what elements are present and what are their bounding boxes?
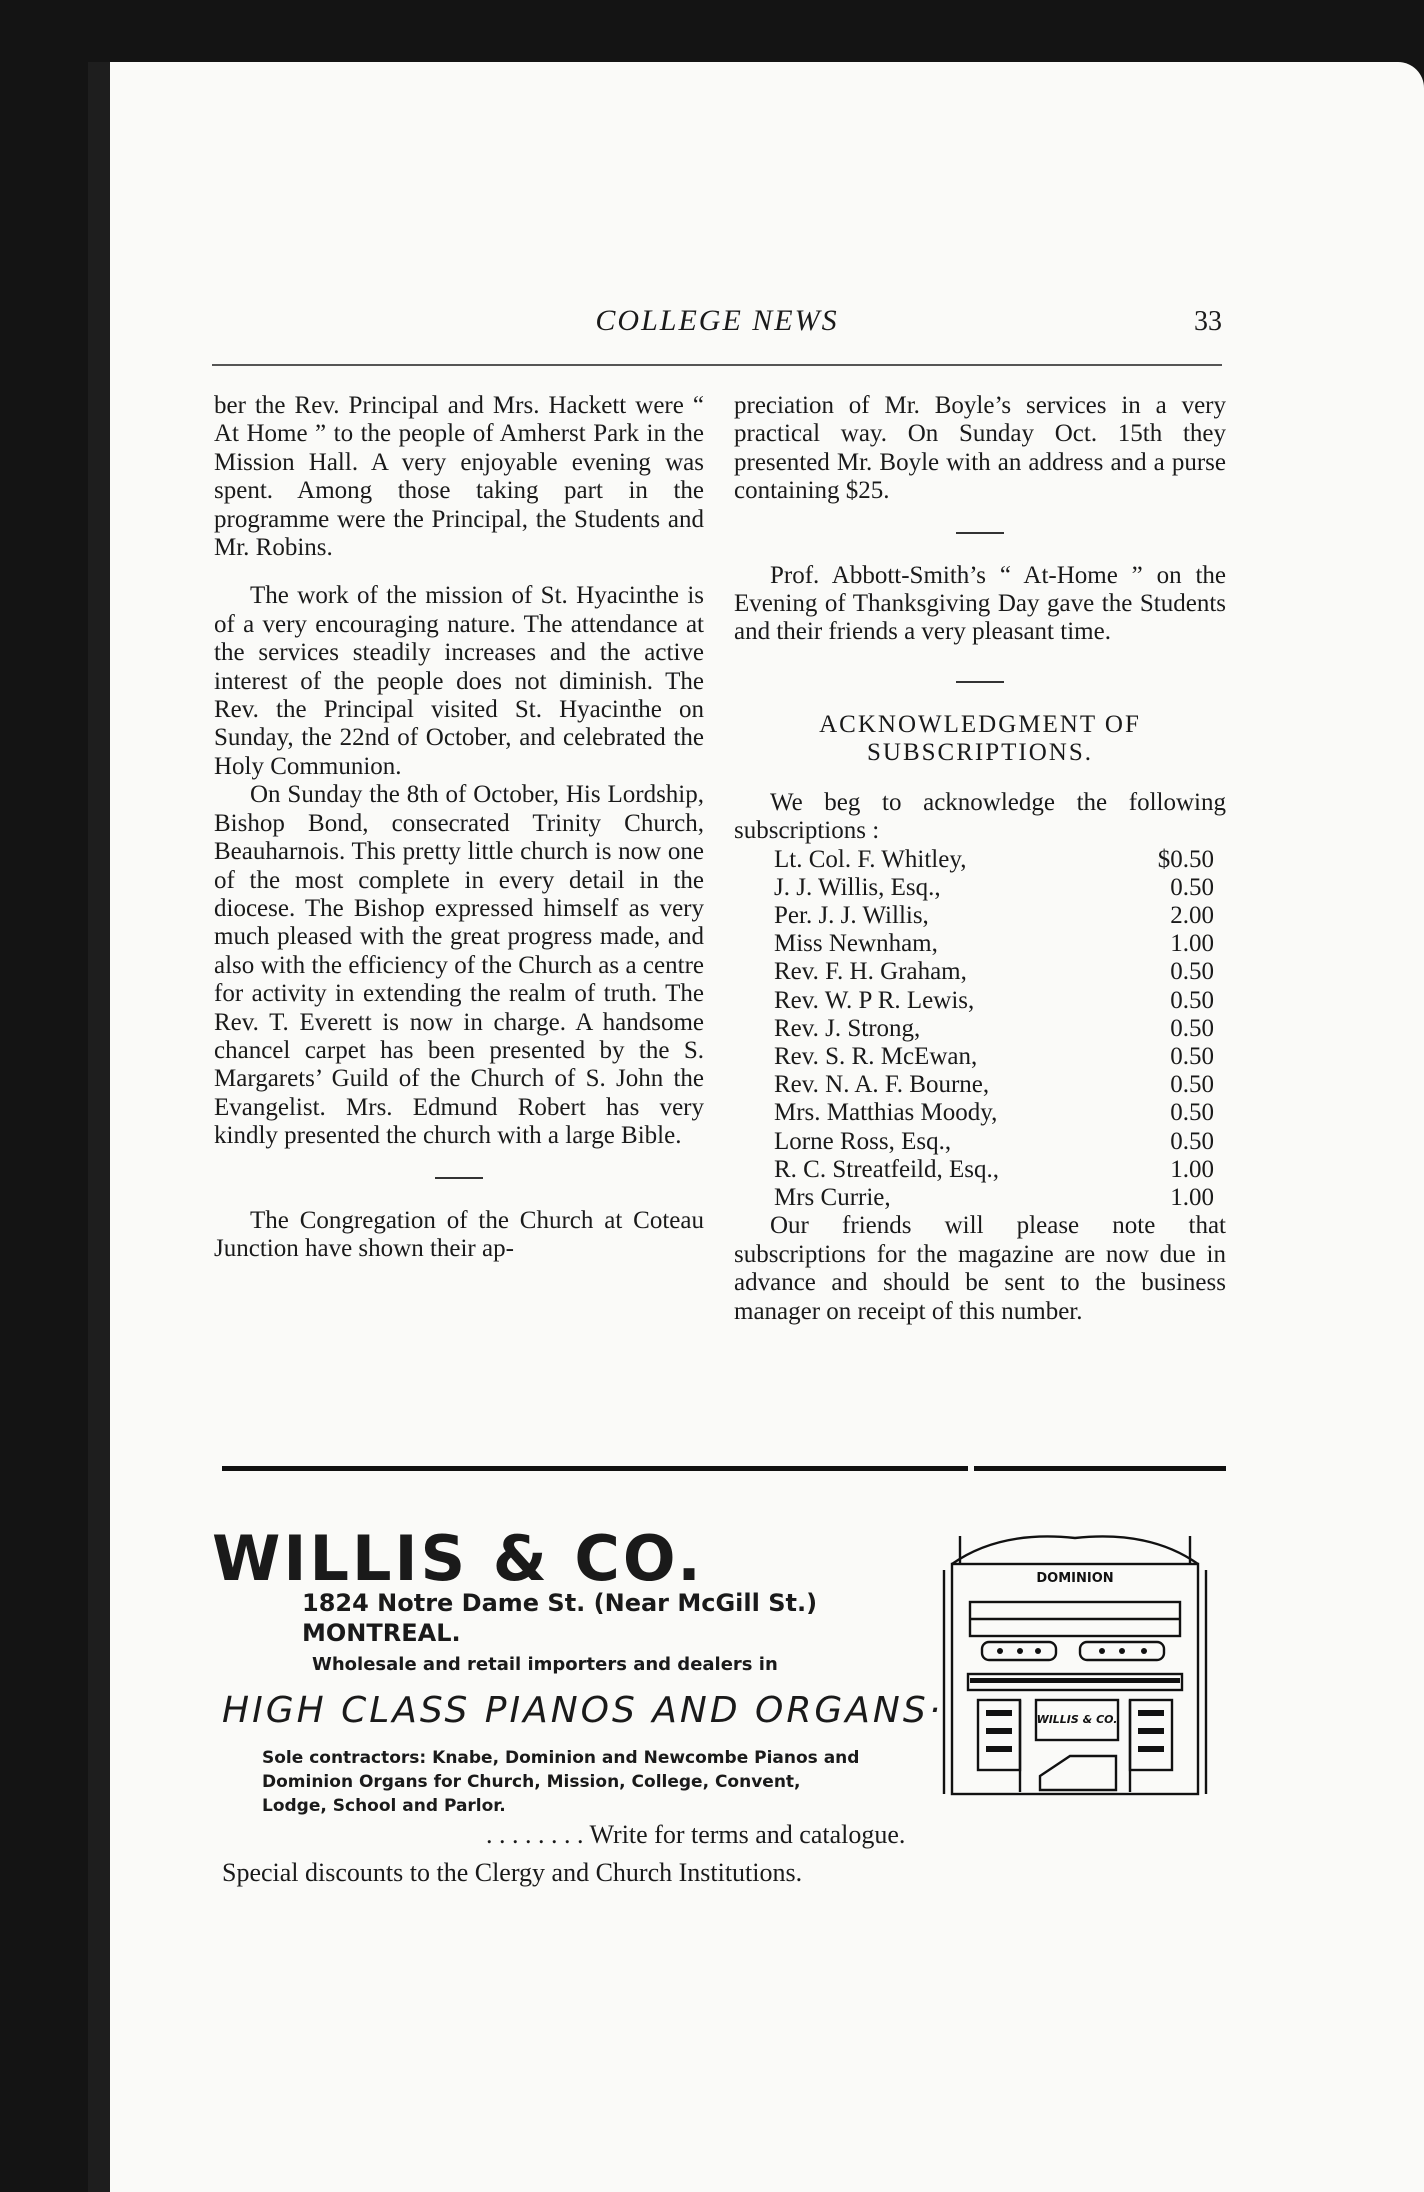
- subscription-row: [774, 1043, 1214, 1071]
- paragraph-amherst-park: ber the Rev. Principal and Mrs. Hackett were “ At Home ” to the people of Amherst Park in the Mission Hall. A very enjoyable evening was spent. Among those taking part in the programme were the Principal, the Students and Mr. Robins.: [214, 392, 704, 562]
- subscription-amount: 1.00: [1170, 1184, 1214, 1212]
- subscriptions-table: [774, 846, 1214, 1213]
- subscription-amount: 0.50: [1170, 1071, 1214, 1099]
- subscriber-name: Lorne Ross, Esq.,: [774, 1127, 952, 1155]
- subscription-row: [774, 846, 1214, 874]
- subscription-row: [774, 874, 1214, 902]
- subscriber-name: R. C. Streatfeild, Esq.,: [774, 1155, 999, 1183]
- right-column: [734, 392, 1226, 1326]
- subscription-amount: 0.50: [1170, 1014, 1214, 1042]
- page-number: 33: [1194, 306, 1222, 337]
- closing-note: Our friends will please note that subscriptions for the magazine are now due in advance and should be sent to the business manager on receipt of this number.: [734, 1212, 1226, 1325]
- subscription-row: [774, 1099, 1214, 1127]
- subscription-amount: 0.50: [1170, 1043, 1214, 1071]
- running-title: COLLEGE NEWS: [595, 304, 839, 337]
- subscription-row: [774, 930, 1214, 958]
- subscription-row: [774, 1015, 1214, 1043]
- company-name: WILLIS & CO.: [212, 1522, 704, 1595]
- subscription-amount: 2.00: [1170, 902, 1214, 930]
- address-city: MONTREAL.: [302, 1619, 461, 1647]
- binding-edge: [88, 62, 110, 2192]
- subscriber-name: Per. J. J. Willis,: [774, 902, 929, 930]
- ad-contractors: Sole contractors: Knabe, Dominion and Newcombe Pianos and Dominion Organs for Church, Mission, College, Convent, Lodge, School and Parlor.: [262, 1748, 860, 1816]
- organ-illustration: [930, 1524, 1220, 1808]
- footer-rule-right: [974, 1466, 1226, 1471]
- subscription-amount: 0.50: [1170, 873, 1214, 901]
- subscriber-name: J. J. Willis, Esq.,: [774, 873, 941, 901]
- ad-headline: HIGH CLASS PIANOS AND ORGANS·: [222, 1690, 944, 1731]
- header-rule: [212, 364, 1222, 366]
- subscription-amount: 1.00: [1170, 1155, 1214, 1183]
- paragraph-trinity-church: On Sunday the 8th of October, His Lordship, Bishop Bond, consecrated Trinity Church, Beauharnois. This pretty little church is now one of the most complete in every detail in the diocese. The Bishop expressed himself as very much pleased with the great progress made, and also with the efficiency of the Church as a centre for activity in extending the realm of truth. The Rev. T. Everett is now in charge. A handsome chancel carpet has been presented by the S. Margarets’ Guild of the Church of S. John the Evangelist. Mrs. Edmund Robert has very kindly presented the church with a large Bible.: [214, 781, 704, 1150]
- subscription-row: [774, 1071, 1214, 1099]
- subscription-row: [774, 1156, 1214, 1184]
- footer-rule-left: [222, 1466, 968, 1471]
- subscriber-name: Lt. Col. F. Whitley,: [774, 845, 967, 873]
- address-street: 1824 Notre Dame St. (Near McGill St.): [302, 1589, 818, 1617]
- subscriber-name: Rev. S. R. McEwan,: [774, 1043, 978, 1071]
- ad-discount-line: Special discounts to the Clergy and Church Institutions.: [222, 1858, 803, 1887]
- company-address: [302, 1588, 817, 1648]
- subscription-amount: 0.50: [1170, 1127, 1214, 1155]
- subscription-amount: 0.50: [1170, 1099, 1214, 1127]
- paragraph-mr-boyle: preciation of Mr. Boyle’s services in a very practical way. On Sunday Oct. 15th they presented Mr. Boyle with an address and a purse containing $25.: [734, 392, 1226, 505]
- subscription-amount: 0.50: [1170, 986, 1214, 1014]
- running-header: [212, 304, 1222, 348]
- section-separator: [956, 532, 1004, 534]
- subscriber-name: Rev. F. H. Graham,: [774, 958, 967, 986]
- ad-write-line: . . . . . . . . Write for terms and catalogue.: [486, 1820, 906, 1849]
- subscriber-name: Rev. N. A. F. Bourne,: [774, 1071, 990, 1099]
- subscription-row: [774, 987, 1214, 1015]
- subscription-row: [774, 1184, 1214, 1212]
- subscription-amount: 1.00: [1170, 930, 1214, 958]
- ad-tagline: Wholesale and retail importers and dealers in: [312, 1654, 778, 1675]
- subscription-row: [774, 958, 1214, 986]
- subscriber-name: Mrs Currie,: [774, 1184, 891, 1212]
- subscription-row: [774, 1128, 1214, 1156]
- subscription-row: [774, 902, 1214, 930]
- left-column: [214, 392, 704, 1263]
- paragraph-st-hyacinthe: The work of the mission of St. Hyacinthe is of a very encouraging nature. The attendance at the services steadily increases and the active interest of the people does not diminish. The Rev. the Principal visited St. Hyacinthe on Sunday, the 22nd of October, and celebrated the Holy Communion.: [214, 582, 704, 780]
- subscription-amount: $0.50: [1157, 845, 1214, 873]
- subscriber-name: Rev. J. Strong,: [774, 1014, 921, 1042]
- organ-top-label: DOMINION: [1036, 1571, 1114, 1586]
- subscriber-name: Miss Newnham,: [774, 930, 938, 958]
- paragraph-coteau-junction: The Congregation of the Church at Coteau Junction have shown their ap-: [214, 1206, 704, 1262]
- willis-advertisement: [212, 1500, 1222, 1900]
- subscription-amount: 0.50: [1170, 958, 1214, 986]
- acknowledgment-heading: ACKNOWLEDGMENT OF SUBSCRIPTIONS.: [819, 710, 1141, 766]
- subscriber-name: Mrs. Matthias Moody,: [774, 1099, 998, 1127]
- section-separator: [956, 681, 1004, 683]
- paragraph-at-home: Prof. Abbott-Smith’s “ At-Home ” on the Evening of Thanksgiving Day gave the Students and their friends a very pleasant time.: [734, 561, 1226, 646]
- section-separator: [435, 1177, 483, 1179]
- subscriber-name: Rev. W. P R. Lewis,: [774, 986, 975, 1014]
- organ-plate-label: WILLIS & CO.: [1036, 1713, 1118, 1726]
- acknowledgment-intro: We beg to acknowledge the following subscriptions :: [734, 788, 1226, 845]
